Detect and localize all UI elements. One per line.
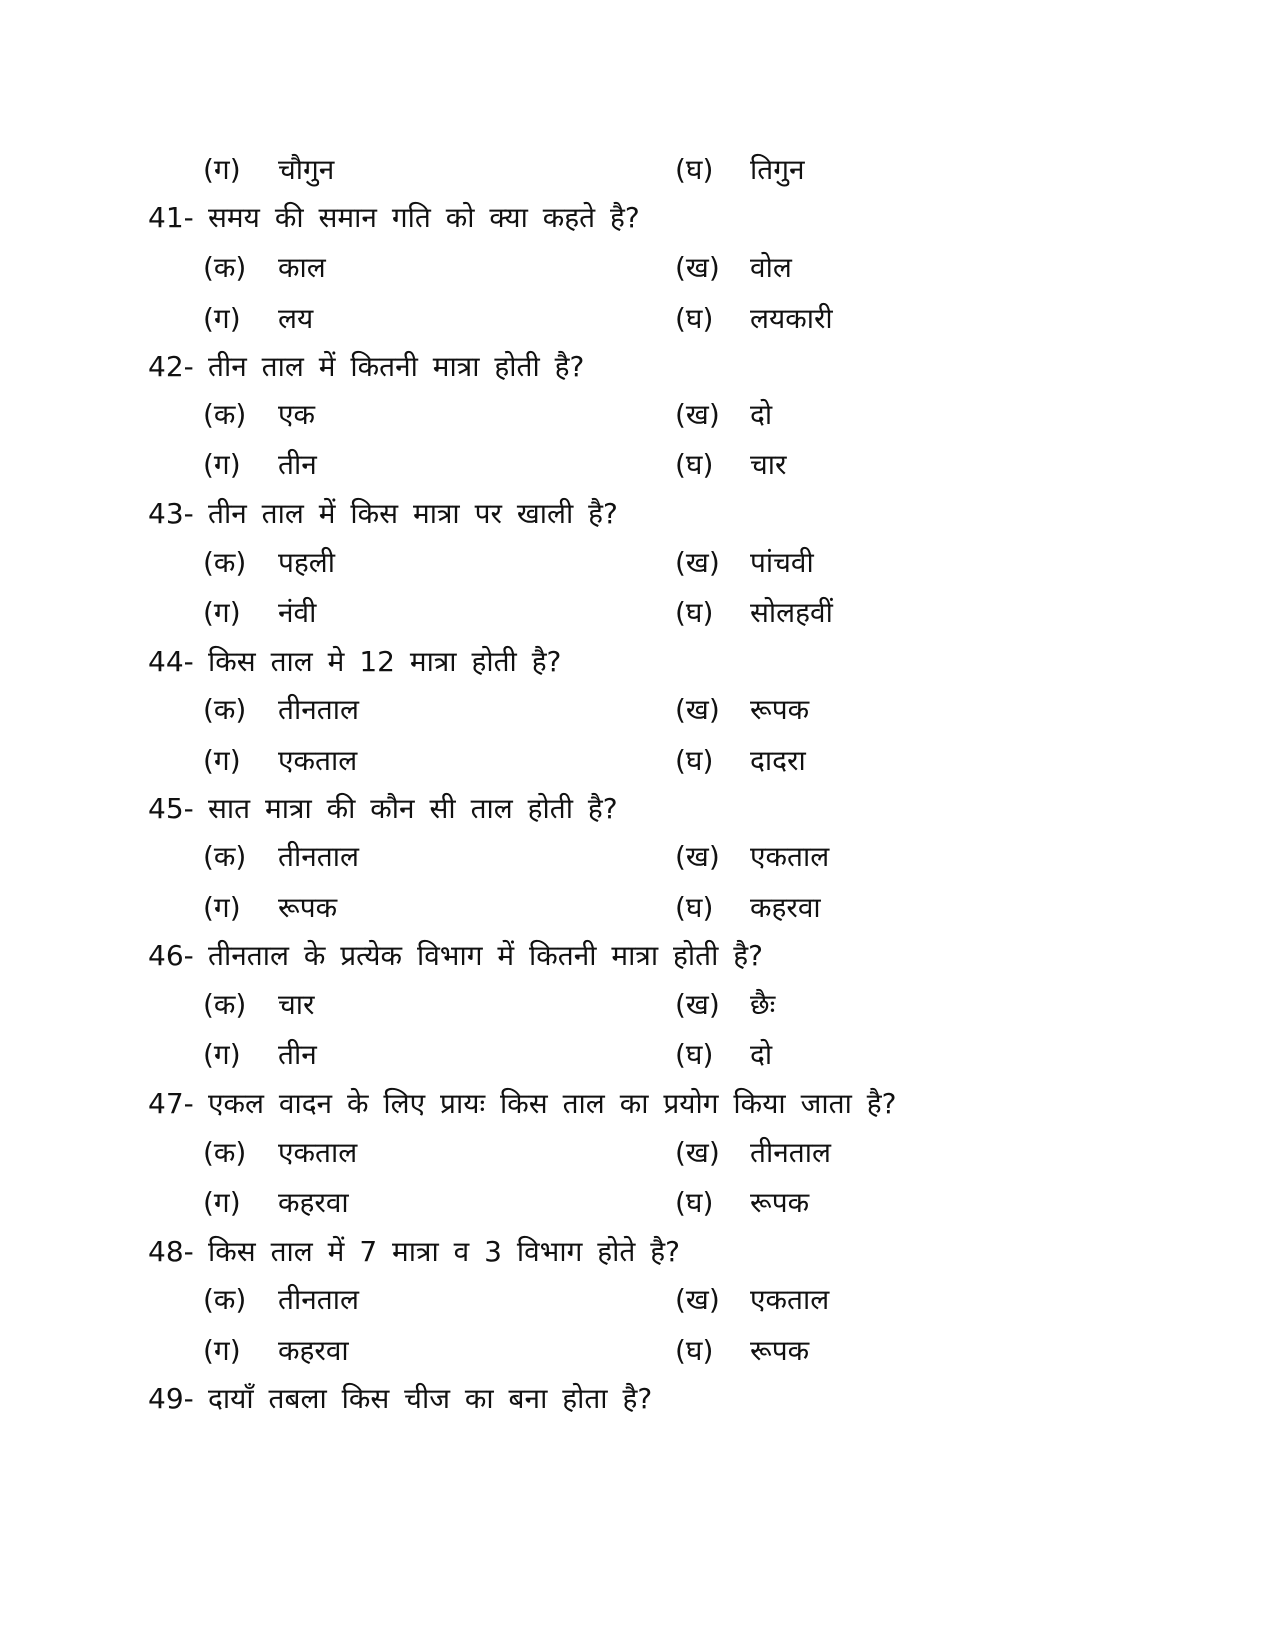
question-text: तीन ताल में किस मात्रा पर खाली है? [208, 497, 618, 530]
option-text: कहरवा [278, 1186, 349, 1219]
option-label: (क) [203, 840, 247, 873]
option-label: (घ) [675, 1038, 714, 1071]
question-number: 45- [148, 792, 194, 825]
option-row [0, 1275, 1275, 1325]
question-row [0, 637, 1275, 687]
option-label: (ख) [675, 1136, 720, 1169]
option-text: नंवी [278, 596, 317, 629]
option-row [0, 1178, 1275, 1228]
option-text: छैः [750, 988, 776, 1021]
option-label: (ग) [203, 1334, 241, 1367]
option-label: (ख) [675, 1283, 720, 1316]
question-number: 44- [148, 645, 194, 678]
option-label: (ग) [203, 302, 241, 335]
option-text: तीनताल [278, 840, 359, 873]
option-text: पहली [278, 546, 336, 579]
option-label: (घ) [675, 1334, 714, 1367]
question-number: 49- [148, 1382, 194, 1415]
option-label: (ग) [203, 448, 241, 481]
question-text: समय की समान गति को क्या कहते है? [208, 201, 640, 234]
option-row [0, 588, 1275, 638]
option-label: (ख) [675, 840, 720, 873]
option-text: तीन [278, 1038, 317, 1071]
option-row [0, 685, 1275, 735]
option-label: (ख) [675, 251, 720, 284]
option-label: (ख) [675, 546, 720, 579]
option-label: (ग) [203, 1038, 241, 1071]
question-row [0, 931, 1275, 981]
option-label: (घ) [675, 302, 714, 335]
option-text: रूपक [750, 1334, 810, 1367]
question-text: एकल वादन के लिए प्रायः किस ताल का प्रयोग किया जाता है? [208, 1087, 897, 1120]
question-text: सात मात्रा की कौन सी ताल होती है? [208, 792, 618, 825]
question-text: तीन ताल में कितनी मात्रा होती है? [208, 350, 585, 383]
option-row [0, 1030, 1275, 1080]
option-label: (ग) [203, 891, 241, 924]
option-text: वोल [750, 251, 792, 284]
option-label: (ख) [675, 398, 720, 431]
option-row [0, 390, 1275, 440]
question-row [0, 1374, 1275, 1424]
option-text: एक [278, 398, 315, 431]
option-text: रूपक [750, 1186, 810, 1219]
option-text: तीनताल [278, 1283, 359, 1316]
option-text: चार [750, 448, 787, 481]
option-label: (घ) [675, 891, 714, 924]
question-text: दायाँ तबला किस चीज का बना होता है? [208, 1382, 653, 1415]
question-number: 48- [148, 1235, 194, 1268]
option-text: दादरा [750, 744, 806, 777]
option-label: (क) [203, 1283, 247, 1316]
question-text: किस ताल में 7 मात्रा व 3 विभाग होते है? [208, 1235, 680, 1268]
option-row [0, 243, 1275, 293]
option-text: कहरवा [750, 891, 821, 924]
question-row [0, 1227, 1275, 1277]
option-text: एकताल [278, 744, 358, 777]
option-label: (क) [203, 1136, 247, 1169]
question-number: 42- [148, 350, 194, 383]
option-label: (क) [203, 988, 247, 1021]
question-number: 41- [148, 201, 194, 234]
option-label: (ग) [203, 153, 241, 186]
option-text: एकताल [750, 1283, 830, 1316]
option-text: पांचवी [750, 546, 814, 579]
option-text: एकताल [750, 840, 830, 873]
option-text: दो [750, 398, 773, 431]
option-label: (क) [203, 398, 247, 431]
question-number: 43- [148, 497, 194, 530]
option-text: तीनताल [278, 693, 359, 726]
option-text: काल [278, 251, 326, 284]
option-label: (घ) [675, 744, 714, 777]
question-text: किस ताल मे 12 मात्रा होती है? [208, 645, 562, 678]
option-text: तीनताल [750, 1136, 831, 1169]
question-row [0, 784, 1275, 834]
question-number: 46- [148, 939, 194, 972]
option-label: (क) [203, 546, 247, 579]
option-label: (घ) [675, 448, 714, 481]
option-text: रूपक [750, 693, 810, 726]
option-label: (घ) [675, 596, 714, 629]
question-row [0, 1079, 1275, 1129]
option-text: चौगुन [278, 153, 335, 186]
option-label: (ख) [675, 988, 720, 1021]
option-row [0, 1128, 1275, 1178]
option-row [0, 294, 1275, 344]
option-label: (ग) [203, 744, 241, 777]
option-row [0, 440, 1275, 490]
option-row [0, 980, 1275, 1030]
option-text: लयकारी [750, 302, 833, 335]
option-text: चार [278, 988, 315, 1021]
option-text: एकताल [278, 1136, 358, 1169]
option-label: (ग) [203, 596, 241, 629]
option-row [0, 538, 1275, 588]
question-text: तीनताल के प्रत्येक विभाग में कितनी मात्रा होती है? [208, 939, 763, 972]
option-row [0, 145, 1275, 195]
option-label: (घ) [675, 1186, 714, 1219]
option-text: कहरवा [278, 1334, 349, 1367]
option-label: (क) [203, 693, 247, 726]
option-label: (ख) [675, 693, 720, 726]
option-row [0, 736, 1275, 786]
question-row [0, 342, 1275, 392]
question-row [0, 193, 1275, 243]
option-text: तीन [278, 448, 317, 481]
question-row [0, 489, 1275, 539]
option-text: दो [750, 1038, 773, 1071]
option-label: (ग) [203, 1186, 241, 1219]
option-text: रूपक [278, 891, 338, 924]
option-text: तिगुन [750, 153, 805, 186]
question-number: 47- [148, 1087, 194, 1120]
option-label: (घ) [675, 153, 714, 186]
option-text: सोलहवीं [750, 596, 833, 629]
option-row [0, 832, 1275, 882]
option-text: लय [278, 302, 314, 335]
option-label: (क) [203, 251, 247, 284]
option-row [0, 883, 1275, 933]
option-row [0, 1326, 1275, 1376]
